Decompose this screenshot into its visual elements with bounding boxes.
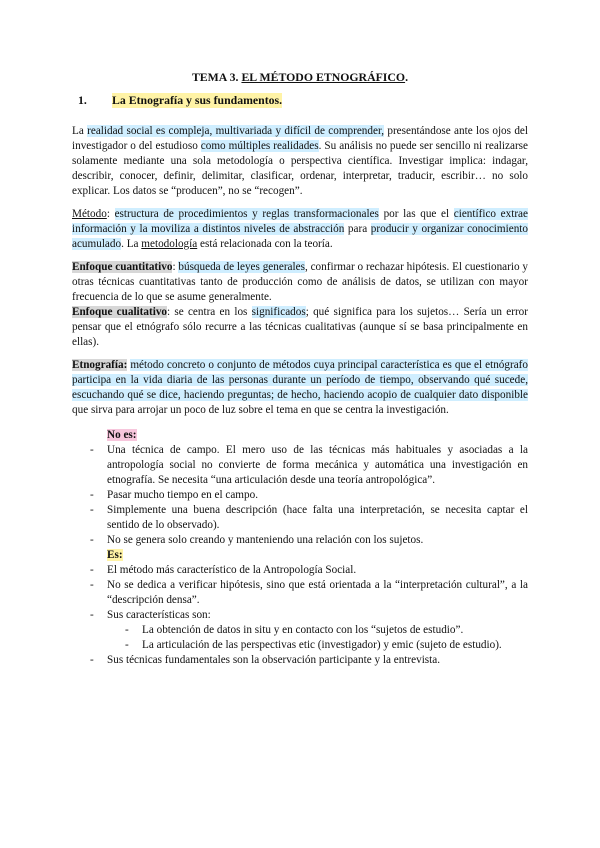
- paragraph-enfoque-cualitativo: [72, 305, 528, 350]
- paragraph-realidad-social: [72, 124, 528, 199]
- p2-text-g: . La: [121, 238, 142, 250]
- no-es-list: [72, 443, 528, 548]
- page-title: [72, 70, 528, 85]
- sublist-item: - La articulación de las perspectivas etic (investigador) y emic (sujeto de estudio).: [107, 638, 528, 653]
- list-item-text: Sus características son:: [107, 609, 211, 621]
- paragraph-enfoque-cuantitativo: [72, 260, 528, 305]
- p4-highlight-b: significados: [251, 306, 306, 318]
- p1-text-e: . Su análisis no puede ser sencillo ni realizarse solamente mediante una sola metodología o perspectiva científica. Investigar implica: indagar, describir, conocer, definir, delimitar, clasificar, ordenar, interpretar, traducir, escribir… no solo explicar. Los datos se “producen”, no se “recogen”.: [72, 140, 528, 197]
- term-metodo: Método: [72, 208, 107, 220]
- p3-highlight-b: búsqueda de leyes generales: [178, 261, 305, 273]
- term-metodologia: metodología: [141, 238, 198, 250]
- document-page: [72, 70, 528, 668]
- caracteristicas-sublist: [107, 623, 528, 653]
- p4-text-a: : se centra en los: [167, 306, 252, 318]
- p1-highlight-d: como múltiples realidades: [200, 140, 319, 152]
- list-item: - No se genera solo creando y manteniendo una relación con los sujetos.: [72, 533, 528, 548]
- p3-text-c: , confirmar o rechazar hipótesis. El cuestionario y otras técnicas cuantitativas tanto de producción como de análisis de datos, se utilizan con mayor frecuencia de lo que se asume generalmente.: [72, 261, 528, 303]
- list-item: [72, 608, 528, 653]
- section-title: La Etnografía y sus fundamentos.: [112, 93, 283, 107]
- p2-text-a: :: [106, 208, 115, 220]
- p1-text-a: La: [72, 125, 88, 137]
- p5-highlight-b: método concreto o conjunto de métodos: [130, 359, 311, 371]
- section-number: 1.: [78, 93, 87, 107]
- p2-highlight-f: producir y organizar conocimiento acumulado: [72, 223, 528, 250]
- list-item: - Una técnica de campo. El mero uso de las técnicas más habituales y asociadas a la antropología social no convierte de forma mecánica y automática una investigación en etnografía. Se necesita “una articulación desde una teoría antropológica”.: [72, 443, 528, 488]
- p2-text-i: está relacionada con la teoría.: [197, 238, 333, 250]
- title-text: EL MÉTODO ETNOGRÁFICO: [241, 70, 406, 84]
- term-enfoque-cuantitativo: Enfoque cuantitativo: [72, 261, 173, 273]
- list-item: - Sus técnicas fundamentales son la observación participante y la entrevista.: [72, 653, 528, 668]
- title-suffix: .: [405, 70, 409, 84]
- term-enfoque-cualitativo: Enfoque cualitativo: [72, 306, 168, 318]
- es-heading: [72, 548, 528, 563]
- p5-text-d: que sirva para arrojar un poco de luz sobre el tema en que se centra la investigación.: [72, 404, 449, 416]
- p2-highlight-d: científico extrae información y la moviliza a distintos niveles de abstracción: [72, 208, 528, 235]
- list-item: - No se dedica a verificar hipótesis, sino que está orientada a la “interpretación cultural”, a la “descripción densa”.: [72, 578, 528, 608]
- p5-highlight-c: cuya principal característica es que el etnógrafo participa en la vida diaria de las personas durante un período de tiempo, observando qué sucede, escuchando qué se dice, haciendo preguntas; de hecho, haciendo acopio de cualquier dato disponible: [72, 359, 528, 401]
- no-es-label: No es:: [107, 429, 137, 441]
- list-item: - Simplemente una buena descripción (hace falta una interpretación, se necesita captar el sentido de lo observado).: [72, 503, 528, 533]
- p3-text-a: :: [172, 261, 179, 273]
- p4-text-c: ; qué significa para los sujetos… Sería un error pensar que el etnógrafo sólo recurre a las técnicas cualitativas (aunque sí se basa principalmente en ellas).: [72, 306, 528, 348]
- p2-text-c: por las que el: [378, 208, 454, 220]
- term-etnografia: Etnografía:: [72, 359, 128, 371]
- paragraph-etnografia: [72, 358, 528, 418]
- title-prefix: TEMA 3.: [191, 70, 239, 84]
- es-list: [72, 563, 528, 668]
- sublist-item: - La obtención de datos in situ y en contacto con los “sujetos de estudio”.: [107, 623, 528, 638]
- p2-highlight-b: estructura de procedimientos y reglas transformacionales: [114, 208, 379, 220]
- no-es-heading: [72, 428, 528, 443]
- p1-text-c: presentándose ante los ojos del investigador o del estudioso: [72, 125, 528, 152]
- list-item: - Pasar mucho tiempo en el campo.: [72, 488, 528, 503]
- p1-highlight-b: realidad social es compleja, multivariada y difícil de comprender,: [87, 125, 385, 137]
- list-item: - El método más característico de la Antropología Social.: [72, 563, 528, 578]
- paragraph-metodo: [72, 207, 528, 252]
- section-heading: [72, 93, 528, 108]
- es-label: Es:: [107, 549, 123, 561]
- p2-text-e: para: [344, 223, 371, 235]
